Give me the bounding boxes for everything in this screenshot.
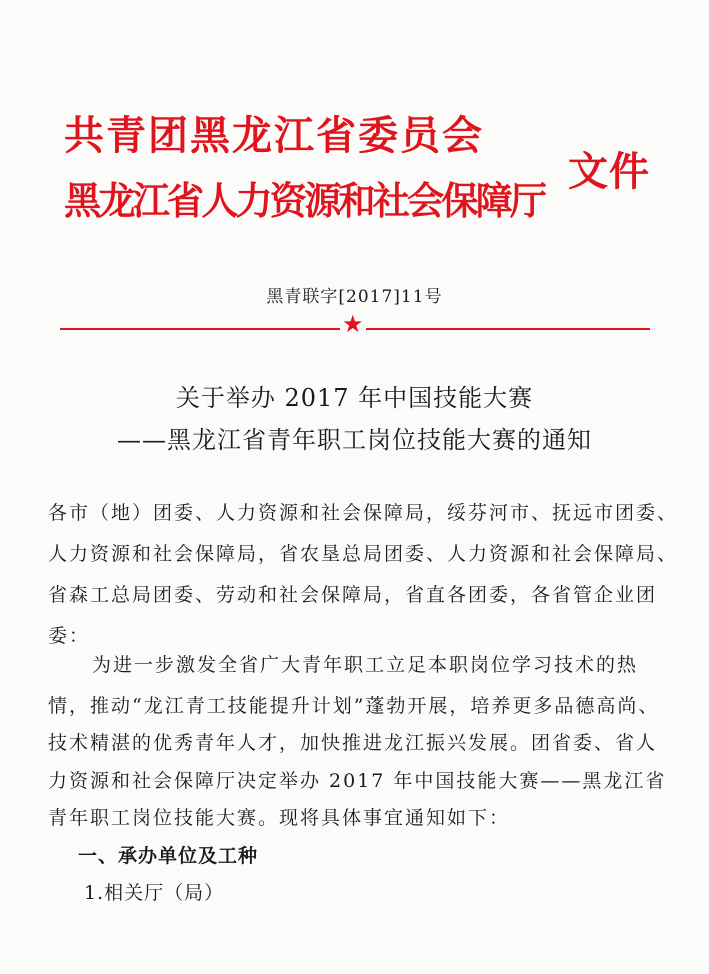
recipients-line: 人力资源和社会保障局，省农垦总局团委、人力资源和社会保障局、 — [48, 543, 679, 565]
paragraph-line: 青年职工岗位技能大赛。现将具体事宜通知如下： — [48, 807, 511, 829]
paragraph-line: 情，推动“龙江青工技能提升计划”蓬勃开展，培养更多品德高尚、 — [48, 695, 660, 717]
subsection-heading: 1.相关厅（局） — [84, 882, 225, 904]
notice-title-line-1: 关于举办 2017 年中国技能大赛 — [175, 384, 534, 412]
recipients-line: 各市（地）团委、人力资源和社会保障局，绥芬河市、抚远市团委、 — [48, 502, 679, 524]
notice-title-line-2: ——黑龙江省青年职工岗位技能大赛的通知 — [117, 426, 592, 454]
red-divider — [60, 310, 650, 340]
file-label: 文件 — [568, 149, 650, 195]
issuer-hr-department: 黑龙江省人力资源和社会保障厅 — [64, 179, 545, 223]
paragraph-line: 为进一步激发全省广大青年职工立足本职岗位学习技术的热 — [92, 654, 639, 676]
recipients-line: 省森工总局团委、劳动和社会保障局，省直各团委，各省管企业团 — [48, 584, 658, 606]
star-icon: ★ — [342, 310, 364, 338]
paragraph-line: 力资源和社会保障厅决定举办 2017 年中国技能大赛——黑龙江省 — [48, 770, 667, 792]
issuer-youth-league: 共青团黑龙江省委员会 — [64, 113, 484, 159]
divider-line-left — [60, 328, 340, 330]
section-heading: 一、承办单位及工种 — [78, 845, 259, 867]
document-number: 黑青联字[2017]11号 — [266, 287, 443, 307]
paragraph-line: 技术精湛的优秀青年人才，加快推进龙江振兴发展。团省委、省人 — [48, 732, 658, 754]
recipients-line: 委： — [48, 625, 91, 647]
divider-line-right — [366, 328, 650, 330]
